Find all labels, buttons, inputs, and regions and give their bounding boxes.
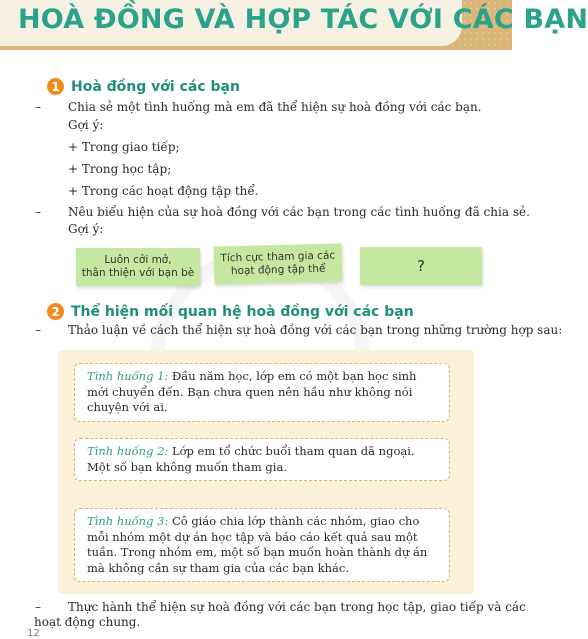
section2-title: Thể hiện mối quan hệ hoà đồng với các bạn xyxy=(71,303,414,320)
section1-title: Hoà đồng với các bạn xyxy=(71,78,240,95)
scenario-text: Cô giáo chia lớp thành các nhóm, giao cho mỗi nhóm một dự án học tập và báo cáo kết quả sau một tuần. Trong nhóm em, một số bạn muốn hoàn thành dự án mà không cần sự tham gia của các bạn khác. xyxy=(87,514,428,575)
section1-item1: Chia sẻ một tình huống mà em đã thể hiện sự hoà đồng với các bạn. xyxy=(68,100,482,114)
scenario-label: Tình huống 2: xyxy=(87,444,169,458)
hint-box xyxy=(76,248,200,286)
scenario-label: Tình huống 3: xyxy=(87,514,169,528)
closing-line: Thực hành thể hiện sự hoà đồng với các bạn trong học tập, giao tiếp và các xyxy=(68,600,526,614)
dash-bullet: – xyxy=(35,100,41,114)
scenario-card xyxy=(74,508,450,582)
dash-bullet: – xyxy=(35,323,41,337)
closing-line: hoạt động chung. xyxy=(34,615,141,629)
scenario-card xyxy=(74,363,450,422)
hint-box-text: ? xyxy=(417,256,425,275)
section2-number: 2 xyxy=(47,303,64,320)
hint-box xyxy=(214,243,343,284)
page-title: HOÀ ĐỒNG VÀ HỢP TÁC VỚI CÁC BẠN xyxy=(18,4,588,35)
section2-heading xyxy=(47,303,414,320)
page-number: 12 xyxy=(27,628,40,639)
section1-heading xyxy=(47,78,240,95)
hint-item: + Trong các hoạt động tập thể. xyxy=(68,184,259,198)
hint-label: Gợi ý: xyxy=(68,118,104,132)
hint-item: + Trong học tập; xyxy=(68,162,172,176)
section2-intro: Thảo luận về cách thể hiện sự hoà đồng với các bạn trong những trường hợp sau: xyxy=(68,323,563,337)
scenario-text: Lớp em tổ chức buổi tham quan dã ngoại. Một số bạn không muốn tham gia. xyxy=(87,444,415,474)
section1-item2: Nêu biểu hiện của sự hoà đồng với các bạn trong các tình huống đã chia sẻ. xyxy=(68,205,530,219)
scenario-card xyxy=(74,438,450,481)
hint-item: + Trong giao tiếp; xyxy=(68,140,180,154)
hint-box-text: Luôn cởi mở, thân thiện với bạn bè xyxy=(81,254,195,279)
dash-bullet: – xyxy=(35,600,41,614)
section1-number: 1 xyxy=(47,78,64,95)
hint-box-text: Tích cực tham gia các hoạt động tập thể xyxy=(220,249,336,278)
hint-box xyxy=(360,247,482,285)
dash-bullet: – xyxy=(35,205,41,219)
hint-label: Gợi ý: xyxy=(68,222,104,236)
scenario-text: Đầu năm học, lớp em có một bạn học sinh mới chuyển đến. Bạn chưa quen nên hầu như không nói chuyện với ai. xyxy=(87,369,417,414)
scenario-label: Tình huống 1: xyxy=(87,369,169,383)
